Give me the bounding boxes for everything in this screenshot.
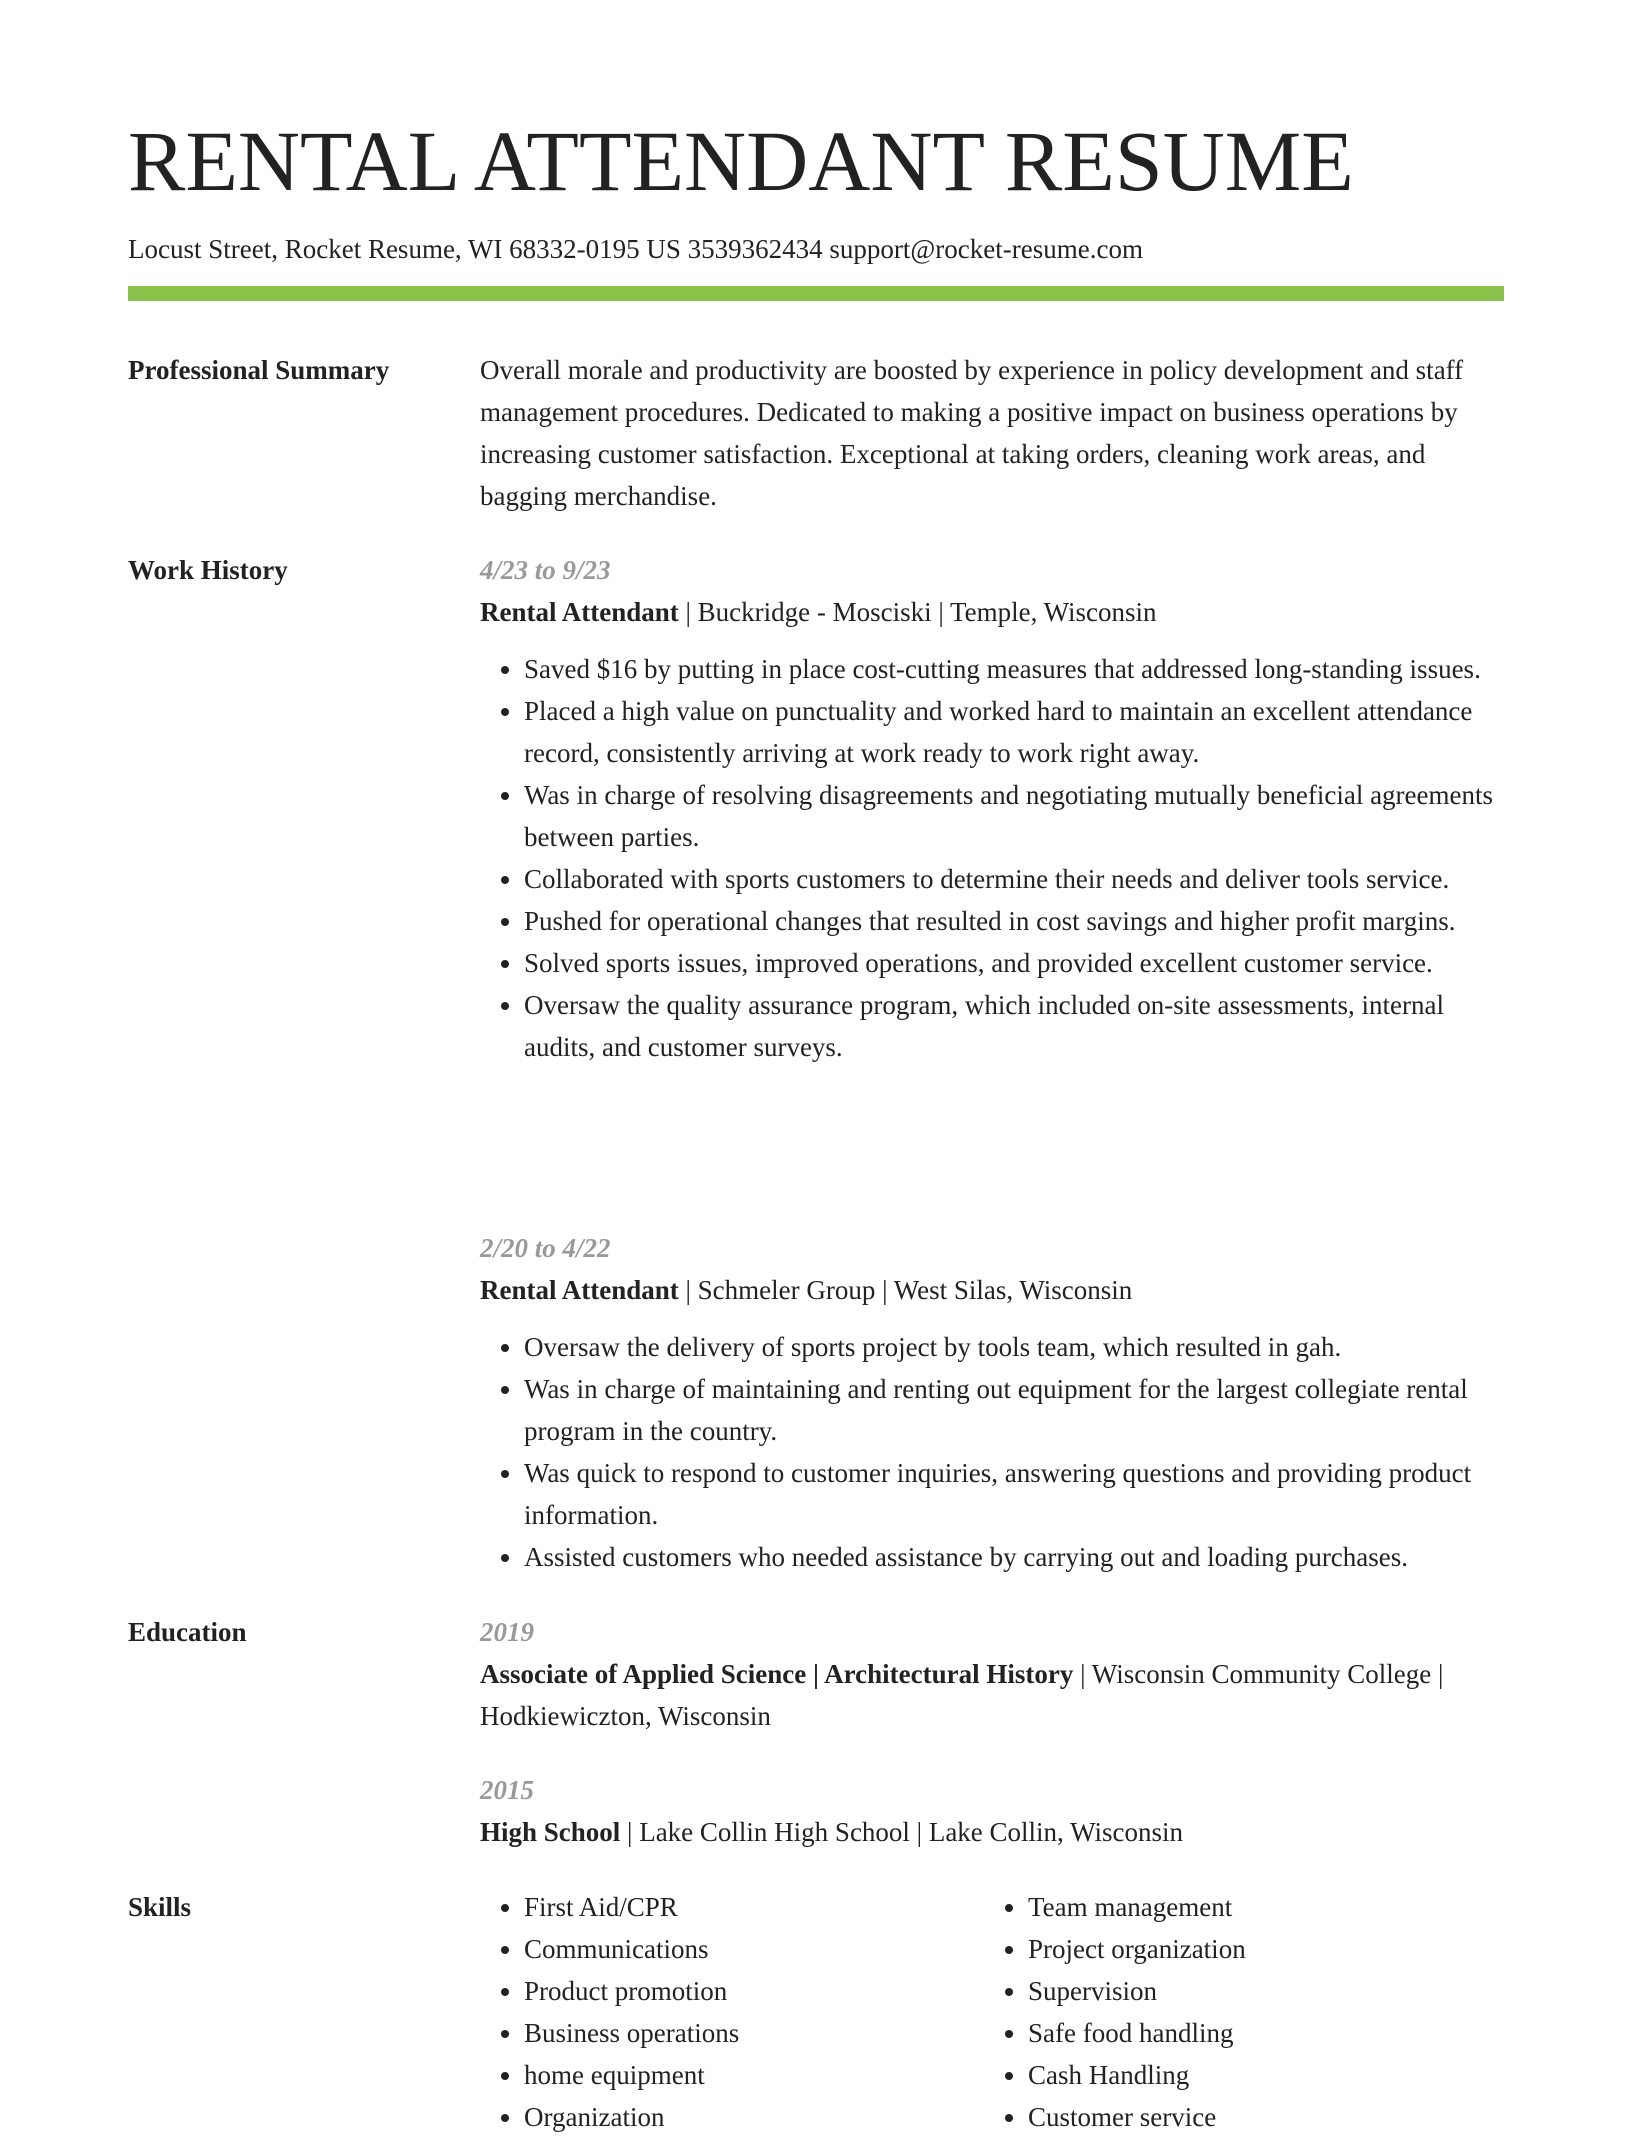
- list-item: • Assisted customers who needed assistance by carrying out and loading purchases.: [524, 1536, 1504, 1578]
- list-item: • Was in charge of resolving disagreements and negotiating mutually beneficial agreements between parties.: [524, 774, 1504, 858]
- list-item: • Collaborated with sports customers to determine their needs and deliver tools service.: [524, 858, 1504, 900]
- header-divider: [128, 286, 1504, 301]
- list-item: • Placed a high value on punctuality and worked hard to maintain an excellent attendance record, consistently arriving at work ready to work right away.: [524, 690, 1504, 774]
- list-item: • Solved sports issues, improved operations, and provided excellent customer service.: [524, 942, 1504, 984]
- list-item: • Oversaw the quality assurance program, which included on-site assessments, internal audits, and customer surveys.: [524, 984, 1504, 1068]
- skill-item: • Customer service: [1028, 2096, 1488, 2138]
- education-line: [480, 1653, 1504, 1737]
- education-school: | Wisconsin Community College | Hodkiewiczton, Wisconsin: [480, 1659, 1444, 1731]
- education-heading: Education: [128, 1617, 247, 1647]
- education-degree: High School: [480, 1817, 621, 1847]
- skill-item: • home equipment: [524, 2054, 984, 2096]
- contact-line: Locust Street, Rocket Resume, WI 68332-0195 US 3539362434 support@rocket-resume.com: [128, 234, 1143, 264]
- job-employer: | Buckridge - Mosciski | Temple, Wisconsin: [678, 597, 1157, 627]
- education-degree: Associate of Applied Science | Architectural History: [480, 1659, 1074, 1689]
- list-item: • Saved $16 by putting in place cost-cutting measures that addressed long-standing issues.: [524, 648, 1504, 690]
- list-item: • Was in charge of maintaining and renting out equipment for the largest collegiate rental program in the country.: [524, 1368, 1504, 1452]
- education-entry-1: [480, 1611, 1504, 1737]
- skills-column-2: [984, 1886, 1488, 2138]
- job-entry-2: [480, 1227, 1504, 1578]
- skill-item: • Project organization: [1028, 1928, 1488, 1970]
- skills-heading: Skills: [128, 1892, 192, 1922]
- job-entry-1: [480, 549, 1504, 1068]
- skill-item: • Communications: [524, 1928, 984, 1970]
- job-date: 2/20 to 4/22: [480, 1233, 611, 1263]
- skill-item: • Cash Handling: [1028, 2054, 1488, 2096]
- list-item: • Oversaw the delivery of sports project by tools team, which resulted in gah.: [524, 1326, 1504, 1368]
- skill-item: • Organization: [524, 2096, 984, 2138]
- job-bullets: [480, 648, 1504, 1068]
- job-title-line: [480, 1269, 1504, 1311]
- resume-title: RENTAL ATTENDANT RESUME: [128, 113, 1354, 209]
- skill-item: • Team management: [1028, 1886, 1488, 1928]
- job-bullets: [480, 1326, 1504, 1578]
- skill-item: • Safe food handling: [1028, 2012, 1488, 2054]
- education-line: [480, 1811, 1504, 1853]
- job-date: 4/23 to 9/23: [480, 555, 611, 585]
- summary-section: [480, 349, 1504, 517]
- job-role: Rental Attendant: [480, 1275, 679, 1305]
- skill-item: • Supervision: [1028, 1970, 1488, 2012]
- job-role: Rental Attendant: [480, 597, 679, 627]
- skill-item: • Business operations: [524, 2012, 984, 2054]
- education-school: | Lake Collin High School | Lake Collin, Wisconsin: [620, 1817, 1183, 1847]
- job-employer: | Schmeler Group | West Silas, Wisconsin: [678, 1275, 1133, 1305]
- skill-item: • Product promotion: [524, 1970, 984, 2012]
- job-title-line: [480, 591, 1504, 633]
- education-entry-2: [480, 1769, 1504, 1853]
- education-date: 2019: [480, 1617, 534, 1647]
- education-date: 2015: [480, 1775, 534, 1805]
- skills-column-1: [480, 1886, 984, 2138]
- work-history-heading: Work History: [128, 555, 288, 585]
- skills-section: [480, 1886, 1504, 2138]
- summary-text: Overall morale and productivity are boosted by experience in policy development and staff management procedures. Dedicated to making a positive impact on business operations by increasing customer satisfaction. Exceptional at taking orders, cleaning work areas, and bagging merchandise.: [480, 355, 1464, 511]
- summary-heading: Professional Summary: [128, 355, 390, 385]
- list-item: • Was quick to respond to customer inquiries, answering questions and providing product information.: [524, 1452, 1504, 1536]
- skill-item: • First Aid/CPR: [524, 1886, 984, 1928]
- list-item: • Pushed for operational changes that resulted in cost savings and higher profit margins.: [524, 900, 1504, 942]
